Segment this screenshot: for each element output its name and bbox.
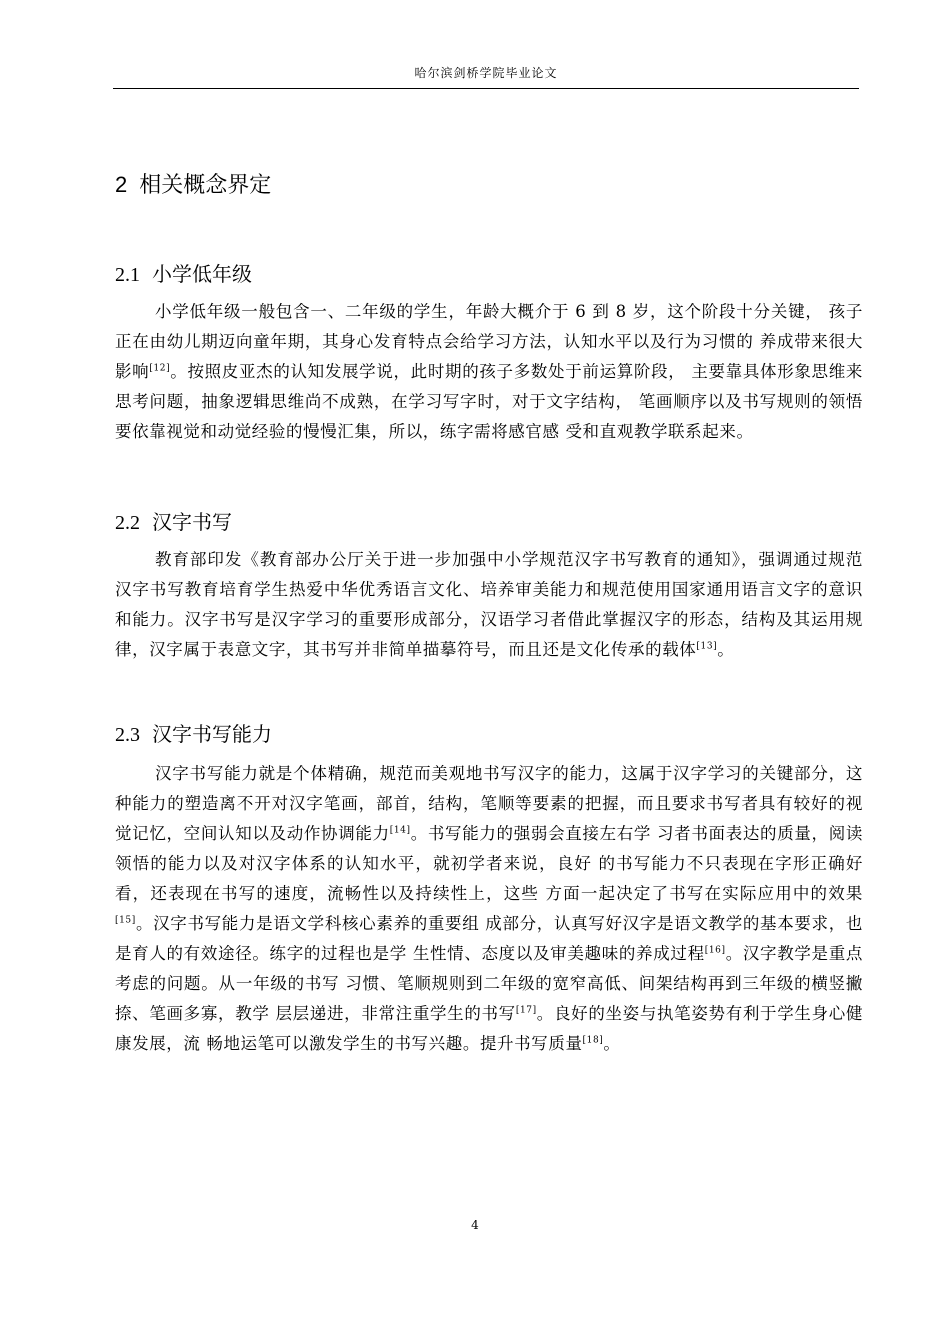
section-number: 2.3 — [115, 724, 140, 746]
paragraph-text: 。书写能力的强弱会直接左右学 习者书面表达的质量，阅读领悟的能力以及对汉字体系的认知水平，就初学者来说，良好 的书写能力不只表现在字形正确好看，还表现在书写的速度，流畅性以及持续性上，这些 方面一起决定了书写在实际应用中的效果 — [115, 824, 863, 903]
section-paragraph — [115, 297, 863, 447]
chapter-title — [115, 168, 271, 199]
section-number: 2.2 — [115, 512, 140, 534]
page-number: 4 — [471, 1218, 479, 1232]
chapter-number: 2 — [115, 172, 128, 197]
paragraph-text: 。 — [717, 640, 735, 659]
citation-ref: [16] — [704, 945, 726, 956]
citation-ref: [18] — [582, 1035, 604, 1046]
section-title: 汉字书写 — [152, 510, 232, 534]
paragraph-text: 。良好的坐姿与执笔姿势有利于学生身心健康发展，流 畅地运笔可以激发学生的书写兴趣。提升书写质量 — [115, 1004, 863, 1053]
section-heading — [115, 718, 272, 747]
section-title: 汉字书写能力 — [152, 722, 272, 746]
citation-ref: [13] — [696, 641, 718, 652]
citation-ref: [15] — [115, 915, 136, 926]
paragraph-text: 。汉字教学是重点考虑的问题。从一年级的书写 习惯、笔顺规则到二年级的宽窄高低、间架结构再到三年级的横竖撇捺、笔画多寡，教学 层层递进，非常注重学生的书写 — [115, 944, 863, 1023]
page-header: 哈尔滨剑桥学院毕业论文 — [414, 66, 558, 80]
paragraph-text: 。汉字书写能力是语文学科核心素养的重要组 成部分，认真写好汉字是语文教学的基本要求，也是育人的有效途径。练字的过程也是学 生性情、态度以及审美趣味的养成过程 — [115, 914, 863, 963]
chapter-title-text: 相关概念界定 — [139, 173, 272, 198]
paragraph-text: 小学低年级一般包含一、二年级的学生，年龄大概介于 6 到 8 岁，这个阶段十分关键， 孩子正在由幼儿期迈向童年期，其身心发育特点会给学习方法，认知水平以及行为习惯的 养成带来很大影响 — [115, 302, 863, 381]
citation-ref: [14] — [389, 825, 411, 836]
paragraph-text: 教育部印发《教育部办公厅关于进一步加强中小学规范汉字书写教育的通知》，强调通过规范汉字书写教育培育学生热爱中华优秀语言文化、培养审美能力和规范使用国家通用语言文字的意识和能力。汉字书写是汉字学习的重要形成部分，汉语学习者借此掌握汉字的形态，结构及其运用规律，汉字属于表意文字，其书写并非简单描摹符号，而且还是文化传承的载体 — [115, 550, 863, 659]
citation-ref: [17] — [515, 1005, 537, 1016]
paragraph-text: 。按照皮亚杰的认知发展学说，此时期的孩子多数处于前运算阶段， 主要靠具体形象思维来思考问题，抽象逻辑思维尚不成熟，在学习写字时，对于文字结构， 笔画顺序以及书写规则的领悟要依靠视觉和动觉经验的慢慢汇集，所以，练字需将感官感 受和直观教学联系起来。 — [115, 362, 863, 441]
section-heading — [115, 506, 232, 535]
section-paragraph — [115, 545, 863, 665]
section-paragraph — [115, 759, 863, 1059]
citation-ref: [12] — [149, 363, 171, 374]
section-title: 小学低年级 — [152, 262, 252, 286]
section-number: 2.1 — [115, 264, 140, 286]
paragraph-text: 汉字书写能力就是个体精确，规范而美观地书写汉字的能力，这属于汉字学习的关键部分，这种能力的塑造离不开对汉字笔画，部首，结构，笔顺等要素的把握，而且要求书写者具有较好的视觉记忆，空间认知以及动作协调能力 — [115, 764, 863, 843]
header-rule — [113, 88, 859, 89]
paragraph-text: 。 — [603, 1034, 621, 1053]
section-heading — [115, 258, 252, 287]
